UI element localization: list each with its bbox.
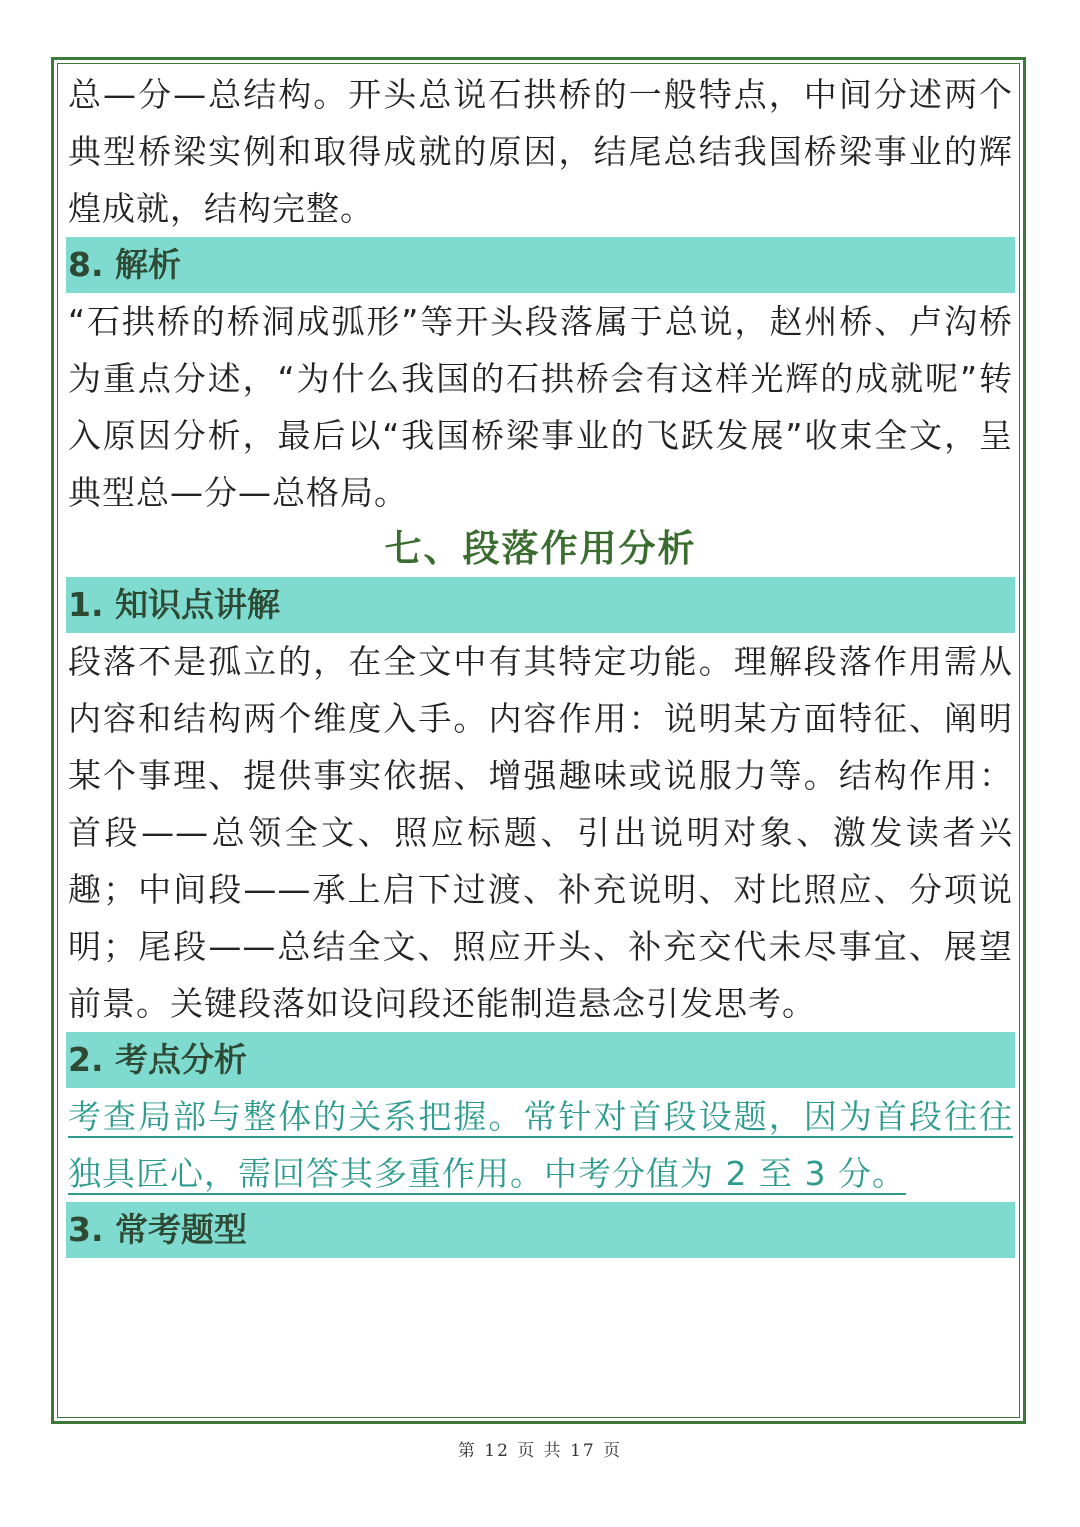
page-content (66, 66, 1015, 1258)
heading-exam-points: 2. 考点分析 (66, 1032, 1015, 1088)
heading-question-types: 3. 常考题型 (66, 1202, 1015, 1258)
section-title: 七、段落作用分析 (384, 527, 697, 570)
heading-knowledge: 1. 知识点讲解 (66, 577, 1015, 633)
paragraph-structure-summary: 总—分—总结构。开头总说石拱桥的一般特点，中间分述两个典型桥梁实例和取得成就的原因，结尾总结我国桥梁事业的辉煌成就，结构完整。 (68, 75, 1013, 228)
paragraph-exam-points (66, 1088, 1015, 1202)
paragraph-analysis: “石拱桥的桥洞成弧形”等开头段落属于总说，赵州桥、卢沟桥为重点分述，“为什么我国的石拱桥会有这样光辉的成就呢”转入原因分析，最后以“我国桥梁事业的飞跃发展”收束全文，呈典型总—分—总格局。 (68, 302, 1013, 512)
heading-analysis: 8. 解析 (66, 237, 1015, 293)
exam-points-text: 考查局部与整体的关系把握。常针对首段设题，因为首段往往独具匠心，需回答其多重作用。中考分值为 2 至 3 分。 (68, 1097, 1013, 1193)
paragraph-knowledge: 段落不是孤立的，在全文中有其特定功能。理解段落作用需从内容和结构两个维度入手。内容作用：说明某方面特征、阐明某个事理、提供事实依据、增强趣味或说服力等。结构作用：首段——总领全文、照应标题、引出说明对象、激发读者兴趣；中间段——承上启下过渡、补充说明、对比照应、分项说明；尾段——总结全文、照应开头、补充交代未尽事宜、展望前景。关键段落如设问段还能制造悬念引发思考。 (68, 642, 1013, 1023)
page-number-footer: 第 12 页 共 17 页 (457, 1441, 623, 1461)
